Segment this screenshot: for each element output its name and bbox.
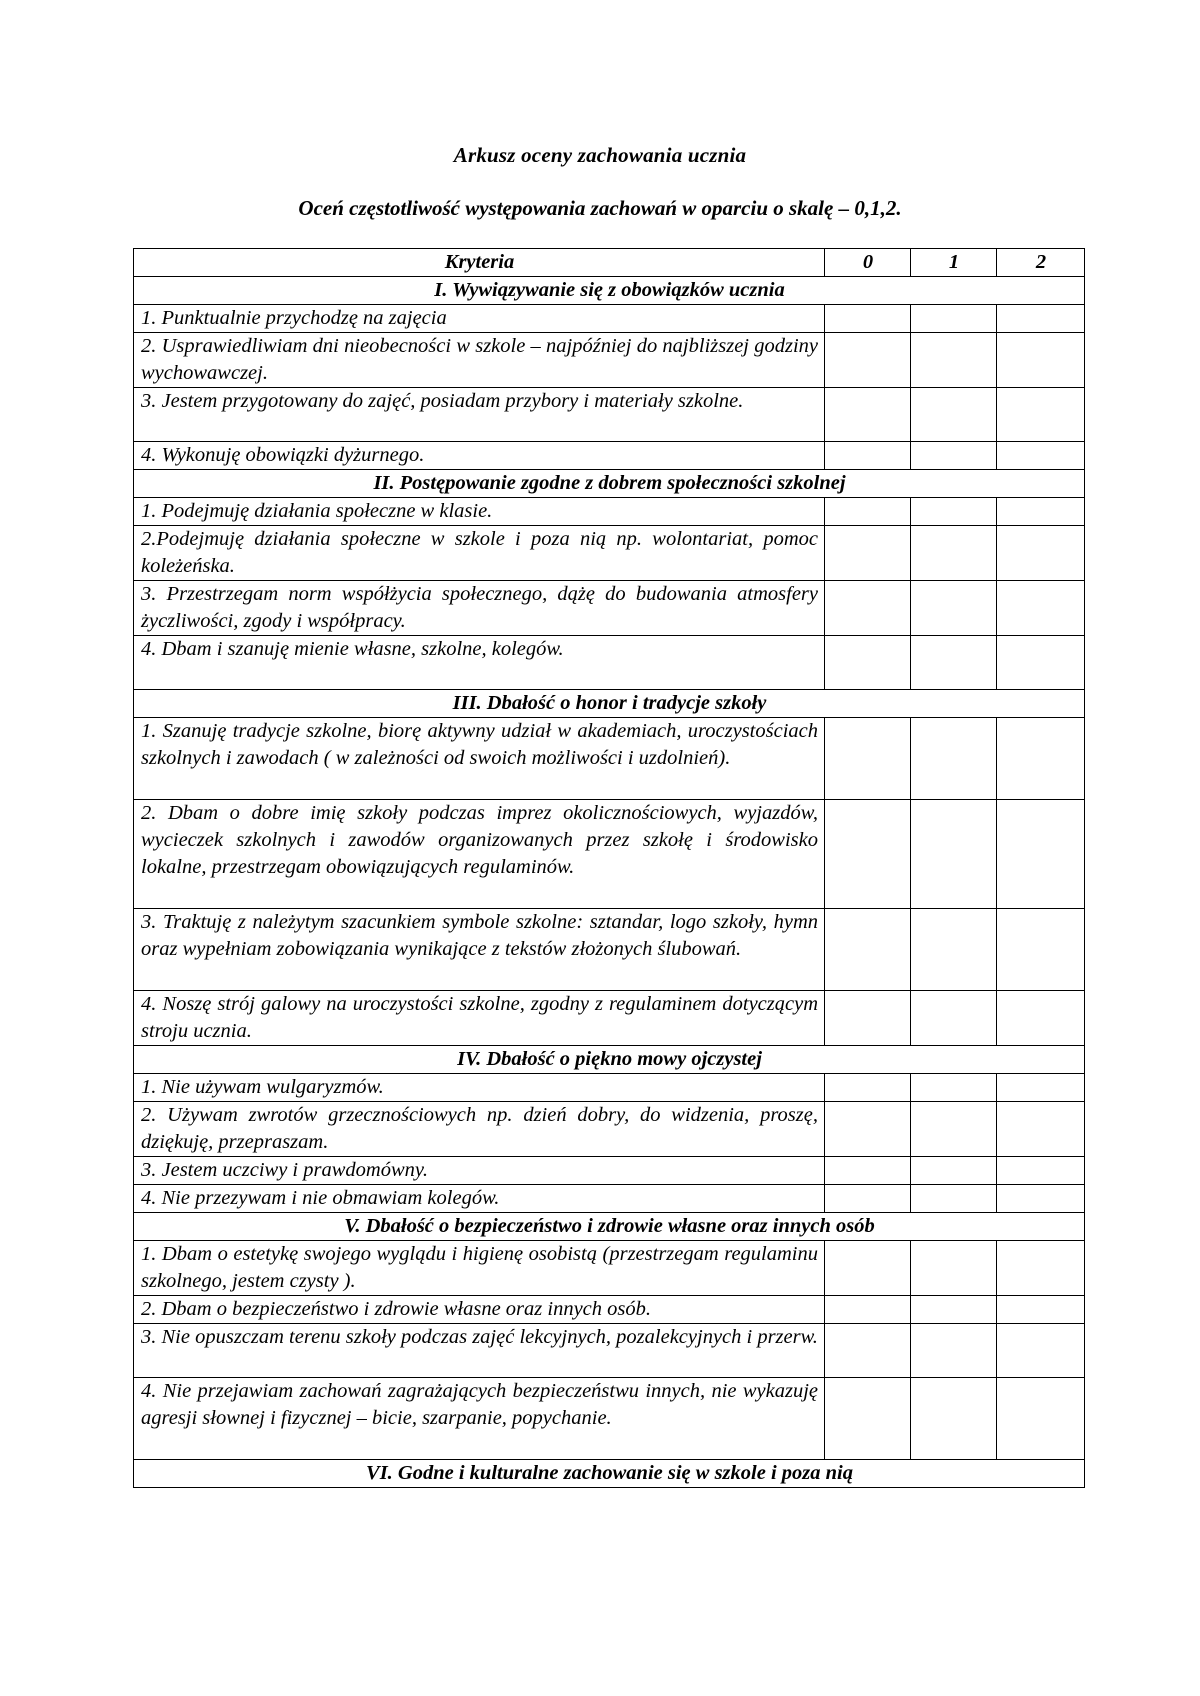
score-cell-2[interactable] xyxy=(997,1185,1085,1213)
criterion-text: 4. Dbam i szanuję mienie własne, szkolne, kolegów. xyxy=(134,636,825,690)
criterion-row xyxy=(134,305,1085,333)
criterion-text: 2. Usprawiedliwiam dni nieobecności w szkole – najpóźniej do najbliższej godziny wychowawczej. xyxy=(134,333,825,388)
score-cell-0[interactable] xyxy=(825,305,911,333)
criterion-row xyxy=(134,333,1085,388)
criterion-text: 3. Traktuję z należytym szacunkiem symbole szkolne: sztandar, logo szkoły, hymn oraz wypełniam zobowiązania wynikające z tekstów złożonych ślubowań. xyxy=(134,909,825,991)
score-cell-0[interactable] xyxy=(825,442,911,470)
instruction-text: Oceń częstotliwość występowania zachowań w oparciu o skalę – 0,1,2. xyxy=(298,196,902,220)
score-cell-1[interactable] xyxy=(911,581,997,636)
criterion-text: 3. Nie opuszczam terenu szkoły podczas zajęć lekcyjnych, pozalekcyjnych i przerw. xyxy=(134,1324,825,1378)
criterion-row xyxy=(134,1241,1085,1296)
score-cell-0[interactable] xyxy=(825,1378,911,1460)
criterion-row xyxy=(134,1296,1085,1324)
score-cell-2[interactable] xyxy=(997,800,1085,909)
score-cell-0[interactable] xyxy=(825,498,911,526)
criterion-row xyxy=(134,1378,1085,1460)
score-cell-1[interactable] xyxy=(911,1378,997,1460)
score-cell-0[interactable] xyxy=(825,1241,911,1296)
criterion-row xyxy=(134,1185,1085,1213)
criterion-row xyxy=(134,909,1085,991)
score-cell-1[interactable] xyxy=(911,909,997,991)
criterion-row xyxy=(134,526,1085,581)
criterion-text: 1. Punktualnie przychodzę na zajęcia xyxy=(134,305,825,333)
section-heading-row xyxy=(134,277,1085,305)
criterion-text: 3. Przestrzegam norm współżycia społecznego, dążę do budowania atmosfery życzliwości, zgody i współpracy. xyxy=(134,581,825,636)
score-cell-1[interactable] xyxy=(911,1074,997,1102)
section-heading-row xyxy=(134,690,1085,718)
score-cell-2[interactable] xyxy=(997,1241,1085,1296)
score-cell-0[interactable] xyxy=(825,1157,911,1185)
score-cell-1[interactable] xyxy=(911,800,997,909)
score-cell-2[interactable] xyxy=(997,1324,1085,1378)
score-cell-0[interactable] xyxy=(825,1185,911,1213)
header-score-1: 1 xyxy=(911,249,997,277)
criterion-row xyxy=(134,991,1085,1046)
score-cell-1[interactable] xyxy=(911,636,997,690)
section-heading-row xyxy=(134,1213,1085,1241)
criterion-text: 4. Wykonuję obowiązki dyżurnego. xyxy=(134,442,825,470)
section-heading-row xyxy=(134,1460,1085,1488)
score-cell-2[interactable] xyxy=(997,1296,1085,1324)
section-heading: I. Wywiązywanie się z obowiązków ucznia xyxy=(134,277,1085,305)
score-cell-0[interactable] xyxy=(825,333,911,388)
section-heading: VI. Godne i kulturalne zachowanie się w szkole i poza nią xyxy=(134,1460,1085,1488)
criterion-row xyxy=(134,1157,1085,1185)
score-cell-1[interactable] xyxy=(911,991,997,1046)
score-cell-0[interactable] xyxy=(825,388,911,442)
score-cell-0[interactable] xyxy=(825,1074,911,1102)
score-cell-2[interactable] xyxy=(997,581,1085,636)
score-cell-1[interactable] xyxy=(911,1185,997,1213)
score-cell-1[interactable] xyxy=(911,333,997,388)
header-score-0: 0 xyxy=(825,249,911,277)
criterion-text: 1. Szanuję tradycje szkolne, biorę aktywny udział w akademiach, uroczystościach szkolnych i zawodach ( w zależności od swoich możliwości i uzdolnień). xyxy=(134,718,825,800)
criterion-text: 3. Jestem uczciwy i prawdomówny. xyxy=(134,1157,825,1185)
score-cell-0[interactable] xyxy=(825,526,911,581)
score-cell-1[interactable] xyxy=(911,388,997,442)
score-cell-2[interactable] xyxy=(997,1378,1085,1460)
score-cell-2[interactable] xyxy=(997,388,1085,442)
score-cell-0[interactable] xyxy=(825,909,911,991)
criterion-text: 2. Dbam o dobre imię szkoły podczas imprez okolicznościowych, wyjazdów, wycieczek szkolnych i zawodów organizowanych przez szkołę i środowisko lokalne, przestrzegam obowiązujących regulaminów. xyxy=(134,800,825,909)
score-cell-0[interactable] xyxy=(825,991,911,1046)
section-heading: II. Postępowanie zgodne z dobrem społeczności szkolnej xyxy=(134,470,1085,498)
criterion-row xyxy=(134,442,1085,470)
score-cell-2[interactable] xyxy=(997,718,1085,800)
criterion-row xyxy=(134,1324,1085,1378)
criterion-row xyxy=(134,581,1085,636)
criterion-text: 4. Noszę strój galowy na uroczystości szkolne, zgodny z regulaminem dotyczącym stroju ucznia. xyxy=(134,991,825,1046)
criterion-text: 4. Nie przezywam i nie obmawiam kolegów. xyxy=(134,1185,825,1213)
criterion-row xyxy=(134,1102,1085,1157)
criterion-text: 3. Jestem przygotowany do zajęć, posiadam przybory i materiały szkolne. xyxy=(134,388,825,442)
score-cell-1[interactable] xyxy=(911,526,997,581)
section-heading-row xyxy=(134,470,1085,498)
score-cell-2[interactable] xyxy=(997,498,1085,526)
criterion-text: 1. Podejmuję działania społeczne w klasie. xyxy=(134,498,825,526)
score-cell-1[interactable] xyxy=(911,305,997,333)
score-cell-2[interactable] xyxy=(997,636,1085,690)
score-cell-0[interactable] xyxy=(825,636,911,690)
score-cell-1[interactable] xyxy=(911,718,997,800)
score-cell-1[interactable] xyxy=(911,1102,997,1157)
section-heading: V. Dbałość o bezpieczeństwo i zdrowie własne oraz innych osób xyxy=(134,1213,1085,1241)
score-cell-1[interactable] xyxy=(911,442,997,470)
score-cell-2[interactable] xyxy=(997,333,1085,388)
assessment-table xyxy=(133,248,1085,1488)
score-cell-2[interactable] xyxy=(997,991,1085,1046)
score-cell-0[interactable] xyxy=(825,718,911,800)
score-cell-0[interactable] xyxy=(825,1296,911,1324)
score-cell-1[interactable] xyxy=(911,1241,997,1296)
header-score-2: 2 xyxy=(997,249,1085,277)
score-cell-1[interactable] xyxy=(911,1157,997,1185)
criterion-text: 2. Dbam o bezpieczeństwo i zdrowie własne oraz innych osób. xyxy=(134,1296,825,1324)
header-criteria: Kryteria xyxy=(134,249,825,277)
criterion-text: 2.Podejmuję działania społeczne w szkole i poza nią np. wolontariat, pomoc koleżeńska. xyxy=(134,526,825,581)
criterion-row xyxy=(134,800,1085,909)
criterion-row xyxy=(134,636,1085,690)
score-cell-0[interactable] xyxy=(825,581,911,636)
score-cell-2[interactable] xyxy=(997,1102,1085,1157)
section-heading: IV. Dbałość o piękno mowy ojczystej xyxy=(134,1046,1085,1074)
score-cell-2[interactable] xyxy=(997,526,1085,581)
score-cell-1[interactable] xyxy=(911,498,997,526)
section-heading: III. Dbałość o honor i tradycje szkoły xyxy=(134,690,1085,718)
score-cell-2[interactable] xyxy=(997,1157,1085,1185)
score-cell-1[interactable] xyxy=(911,1296,997,1324)
criterion-text: 4. Nie przejawiam zachowań zagrażających bezpieczeństwu innych, nie wykazuję agresji słownej i fizycznej – bicie, szarpanie, popychanie. xyxy=(134,1378,825,1460)
criterion-row xyxy=(134,1074,1085,1102)
score-cell-2[interactable] xyxy=(997,909,1085,991)
criterion-row xyxy=(134,718,1085,800)
criterion-text: 1. Nie używam wulgaryzmów. xyxy=(134,1074,825,1102)
criterion-row xyxy=(134,498,1085,526)
header-row xyxy=(134,249,1085,277)
score-cell-2[interactable] xyxy=(997,442,1085,470)
score-cell-0[interactable] xyxy=(825,1102,911,1157)
document-title: Arkusz oceny zachowania ucznia xyxy=(453,143,747,167)
score-cell-0[interactable] xyxy=(825,1324,911,1378)
criterion-text: 2. Używam zwrotów grzecznościowych np. dzień dobry, do widzenia, proszę, dziękuję, przepraszam. xyxy=(134,1102,825,1157)
score-cell-2[interactable] xyxy=(997,305,1085,333)
score-cell-1[interactable] xyxy=(911,1324,997,1378)
criterion-row xyxy=(134,388,1085,442)
criterion-text: 1. Dbam o estetykę swojego wyglądu i higienę osobistą (przestrzegam regulaminu szkolnego, jestem czysty ). xyxy=(134,1241,825,1296)
score-cell-2[interactable] xyxy=(997,1074,1085,1102)
section-heading-row xyxy=(134,1046,1085,1074)
score-cell-0[interactable] xyxy=(825,800,911,909)
